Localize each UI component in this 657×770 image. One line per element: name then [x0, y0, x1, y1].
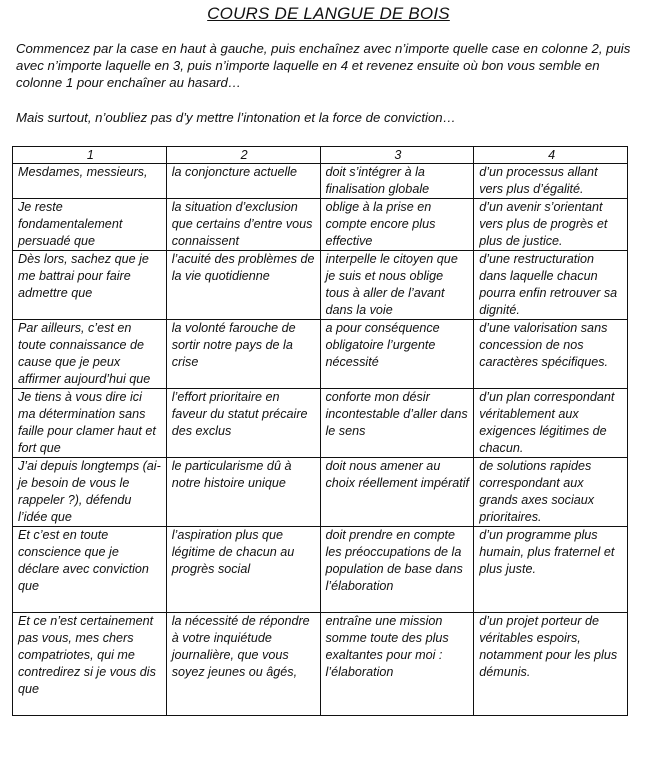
table-cell	[166, 164, 320, 199]
cell-text: d’un processus allant vers plus d’égalité.	[479, 165, 598, 196]
cell-text: l’acuité des problèmes de la vie quotidienne	[171, 252, 315, 283]
table-row	[13, 613, 628, 716]
cell-text: doit nous amener au choix réellement impératif	[325, 459, 469, 490]
table-cell	[474, 199, 628, 251]
column-header-2: 2	[166, 147, 320, 164]
cell-text: oblige à la prise en compte encore plus effective	[325, 200, 436, 248]
table-cell	[166, 613, 320, 716]
table-row	[13, 199, 628, 251]
table-cell	[474, 320, 628, 389]
table-row	[13, 527, 628, 613]
cell-text: Je reste fondamentalement persuadé que	[18, 200, 123, 248]
table-cell	[474, 164, 628, 199]
table-cell	[320, 527, 474, 613]
cell-text: Mesdames, messieurs,	[18, 165, 148, 179]
table-cell	[320, 164, 474, 199]
column-header-3: 3	[320, 147, 474, 164]
intro-instructions: Commencez par la case en haut à gauche, puis enchaînez avec n’importe quelle case en colonne 2, puis avec n’importe laquelle en 3, puis n’importe laquelle en 4 et revenez ensuite où bon vous semble en colonne 1 pour enchaîner au hasard…	[16, 41, 631, 90]
table-cell	[166, 251, 320, 320]
table-cell	[474, 251, 628, 320]
table-row	[13, 251, 628, 320]
table-cell	[13, 458, 167, 527]
cell-text: d’une restructuration dans laquelle chacun pourra enfin retrouver sa dignité.	[479, 252, 618, 317]
cell-text: conforte mon désir incontestable d’aller dans le sens	[325, 390, 468, 438]
table-row	[13, 164, 628, 199]
table-cell	[13, 251, 167, 320]
cell-text: interpelle le citoyen que je suis et nous oblige tous à aller de l’avant dans la voie	[325, 252, 458, 317]
cell-text: d’un projet porteur de véritables espoirs, notamment pour les plus démunis.	[479, 614, 618, 679]
table-cell	[474, 613, 628, 716]
table-cell	[13, 527, 167, 613]
cell-text: la situation d’exclusion que certains d’entre vous connaissent	[171, 200, 313, 248]
table-cell	[13, 320, 167, 389]
cell-text: entraîne une mission somme toute des plus exaltantes pour moi : l’élaboration	[325, 614, 449, 679]
cell-text: Dès lors, sachez que je me battrai pour faire admettre que	[18, 252, 149, 300]
cell-text: doit s’intégrer à la finalisation globale	[325, 165, 430, 196]
table-cell	[166, 320, 320, 389]
cell-text: Je tiens à vous dire ici ma détermination sans faille pour clamer haut et fort que	[18, 390, 156, 455]
cell-text: d’un avenir s’orientant vers plus de progrès et plus de justice.	[479, 200, 608, 248]
cell-text: J’ai depuis longtemps (ai-je besoin de vous le rappeler ?), défendu l’idée que	[18, 459, 161, 524]
intro-reminder: Mais surtout, n’oubliez pas d’y mettre l’intonation et la force de conviction…	[16, 110, 456, 125]
page-title: COURS DE LANGUE DE BOIS	[207, 4, 450, 23]
cell-text: la volonté farouche de sortir notre pays de la crise	[171, 321, 296, 369]
table-cell	[13, 613, 167, 716]
cell-text: d’une valorisation sans concession de nos caractères spécifiques.	[479, 321, 609, 369]
cell-text: de solutions rapides correspondant aux grands axes sociaux prioritaires.	[479, 459, 595, 524]
table-cell	[320, 320, 474, 389]
table-row	[13, 458, 628, 527]
column-header-4: 4	[474, 147, 628, 164]
cell-text: la nécessité de répondre à votre inquiétude journalière, que vous soyez jeunes ou âgés,	[171, 614, 310, 679]
cell-text: l’aspiration plus que légitime de chacun au progrès social	[171, 528, 295, 576]
table-cell	[320, 613, 474, 716]
cell-text: d’un plan correspondant véritablement aux exigences légitimes de chacun.	[479, 390, 615, 455]
table-row	[13, 389, 628, 458]
table-cell	[320, 199, 474, 251]
table-row	[13, 320, 628, 389]
column-header-1: 1	[13, 147, 167, 164]
cell-text: d’un programme plus humain, plus fraternel et plus juste.	[479, 528, 615, 576]
cell-text: Et ce n’est certainement pas vous, mes chers compatriotes, qui me contredirez si je vous dis que	[18, 614, 156, 696]
table-cell	[320, 389, 474, 458]
table-cell	[166, 458, 320, 527]
cell-text: Par ailleurs, c’est en toute connaissance de cause que je peux affirmer aujourd’hui que	[18, 321, 151, 386]
cell-text: Et c’est en toute conscience que je déclare avec conviction que	[18, 528, 149, 593]
table-cell	[166, 527, 320, 613]
cell-text: a pour conséquence obligatoire l’urgente nécessité	[325, 321, 440, 369]
table-cell	[474, 458, 628, 527]
table-cell	[320, 251, 474, 320]
table-cell	[474, 527, 628, 613]
table-cell	[320, 458, 474, 527]
table-cell	[13, 389, 167, 458]
table-cell	[13, 199, 167, 251]
cell-text: le particularisme dû à notre histoire unique	[171, 459, 292, 490]
table-cell	[13, 164, 167, 199]
table-cell	[166, 199, 320, 251]
table-cell	[166, 389, 320, 458]
table-cell	[474, 389, 628, 458]
header-row	[13, 147, 628, 164]
cell-text: l’effort prioritaire en faveur du statut précaire des exclus	[171, 390, 308, 438]
cell-text: la conjoncture actuelle	[171, 165, 298, 179]
cell-text: doit prendre en compte les préoccupations de la population de base dans l’élaboration	[325, 528, 463, 593]
phrase-table	[12, 146, 628, 716]
